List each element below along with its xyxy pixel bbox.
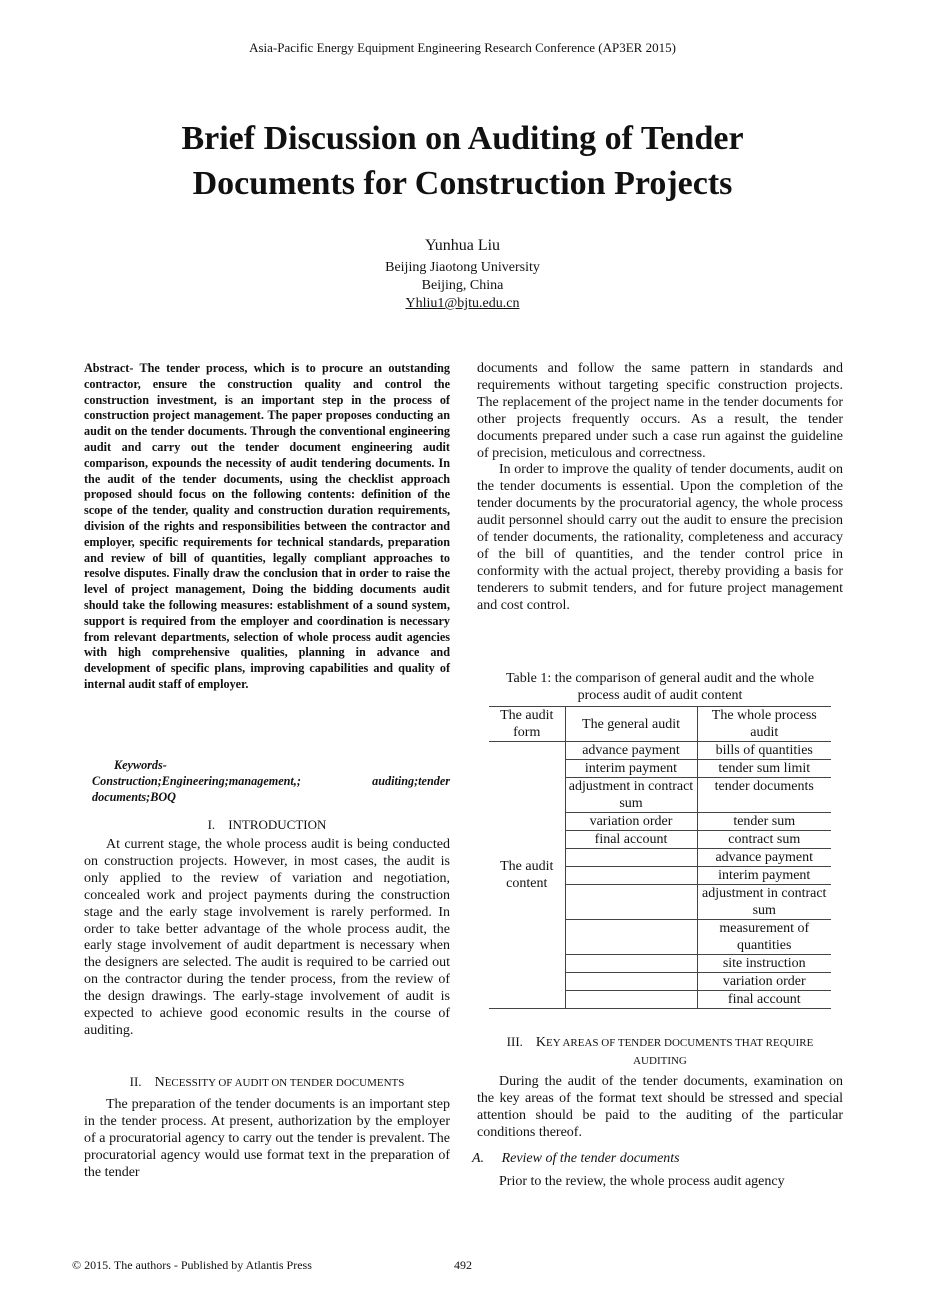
section-2-title-rest: ECESSITY OF AUDIT ON TENDER DOCUMENTS [164, 1077, 405, 1089]
table-cell: tender sum limit [697, 760, 831, 778]
table-cell: contract sum [697, 831, 831, 849]
table-cell: tender sum [697, 813, 831, 831]
table-cell: final account [697, 991, 831, 1009]
title-line-2: Documents for Construction Projects [192, 165, 733, 202]
copyright-footer: © 2015. The authors - Published by Atlantis Press [72, 1258, 312, 1272]
section-3-number: III. [506, 1034, 523, 1049]
section-2-number: II. [129, 1074, 142, 1089]
table-cell: bills of quantities [697, 742, 831, 760]
comparison-table [489, 706, 831, 1009]
review-paragraph: Prior to the review, the whole process audit agency [499, 1174, 785, 1189]
table-cell [565, 973, 697, 991]
author-email-link[interactable]: Yhliu1@bjtu.edu.cn [405, 296, 520, 311]
introduction-body [84, 837, 450, 1040]
keywords-label: Keywords- [114, 758, 167, 772]
section-3-title-line-2: AUDITING [633, 1055, 687, 1067]
author-location: Beijing, China [421, 278, 504, 293]
section-1-heading [84, 817, 450, 833]
title-line-1: Brief Discussion on Auditing of Tender [181, 120, 744, 157]
table-cell [565, 920, 697, 955]
section-3-heading [477, 1033, 843, 1070]
table-header-cell: The whole process audit [697, 707, 831, 742]
keywords [84, 758, 450, 805]
section-2-heading [84, 1074, 450, 1091]
necessity-body-left [84, 1097, 450, 1182]
section-1-title: INTRODUCTION [228, 817, 327, 832]
table-header-cell: The general audit [565, 707, 697, 742]
table-cell: adjustment in contract sum [697, 885, 831, 920]
table-cell: site instruction [697, 955, 831, 973]
key-areas-paragraph: During the audit of the tender documents, examination on the key areas of the format text should be stressed and special attention should be paid to the auditing of the particular conditions thereof. [477, 1074, 843, 1140]
table-cell [565, 991, 697, 1009]
section-1-number: I. [207, 817, 216, 832]
key-areas-body [477, 1074, 843, 1142]
table-cell: measurement of quantities [697, 920, 831, 955]
table-cell: variation order [697, 973, 831, 991]
page-number: 492 [454, 1258, 472, 1272]
table-cell: final account [565, 831, 697, 849]
keywords-text: Construction;Engineering;management,; auditing;tender documents;BOQ [92, 773, 450, 804]
table-cell: tender documents [697, 778, 831, 813]
necessity-paragraph-1-start: The preparation of the tender documents is an important step in the tender process. At present, authorization by the employer of a procuratorial agency to carry out the tender is prevalent. The procuratorial agency would use format text in the preparation of the tender [84, 1097, 450, 1180]
table-caption [477, 670, 843, 704]
table-cell: interim payment [697, 867, 831, 885]
subsection-a-number: A. [472, 1151, 485, 1166]
subsection-a-title: Review of the tender documents [501, 1151, 680, 1166]
table-cell [565, 867, 697, 885]
table-cell: advance payment [565, 742, 697, 760]
table-caption-line-1: Table 1: the comparison of general audit and the whole [505, 671, 815, 686]
section-3-heading-line-1 [477, 1033, 843, 1052]
table-row [489, 742, 831, 760]
paper-title [60, 116, 865, 206]
table-header-row [489, 707, 831, 742]
table-cell: adjustment in contract sum [565, 778, 697, 813]
table-cell [565, 885, 697, 920]
table-cell: advance payment [697, 849, 831, 867]
table-row-label: The audit content [489, 742, 565, 1009]
author-name: Yunhua Liu [424, 237, 501, 254]
table-cell [565, 955, 697, 973]
necessity-paragraph-1-end: documents and follow the same pattern in standards and requirements without targeting specific construction projects. The replacement of the project name in the tender documents for other projects frequently occurs. As a result, the tender documents prepared under such a case run against the guideline of precision, meticulous and correctness. [477, 361, 843, 461]
section-3-title-initial: K [535, 1035, 547, 1050]
author-university: Beijing Jiaotong University [385, 260, 540, 275]
necessity-paragraph-2: In order to improve the quality of tender documents, audit on the tender documents is essential. Upon the completion of the tender documents by the procuratorial agency, the whole process audit personnel should carry out the audit to ensure the precision of tender documents, the rationality, completeness and accuracy of the bill of quantities, and the tender control price in conformity with the actual project, thereby providing a basis for tenderers to submit tenders, and for future project management and cost control. [477, 462, 843, 613]
table-cell: variation order [565, 813, 697, 831]
subsection-a-heading [472, 1151, 680, 1167]
section-2-title-initial: N [154, 1075, 165, 1090]
conference-header: Asia-Pacific Energy Equipment Engineering Research Conference (AP3ER 2015) [249, 40, 676, 55]
intro-paragraph: At current stage, the whole process audit is being conducted on construction projects. However, in most cases, the audit is only applied to the review of variation and negotiation, concealed work and project payments during the construction stage and the early stage involvement is rarely performed. In order to take better advantage of the whole process audit, the early stage involvement of audit department is necessary when the designers are selected. The audit is required to be carried out on the contractor during the tender process, from the review of the design drawings. The early-stage involvement of audit is expected to achieve good economic results in the course of auditing. [84, 837, 450, 1038]
table-cell [565, 849, 697, 867]
table-cell: interim payment [565, 760, 697, 778]
necessity-body-right [477, 361, 843, 615]
abstract: Abstract- The tender process, which is to procure an outstanding contractor, ensure the construction quality and control the construction investment, is an important step in the process of construction project management. The paper proposes conducting an audit on the tender documents. Through the conventional engineering audit and carry out the tender document engineering audit comparison, expounds the necessity of audit tendering documents. In the audit of the tender documents, using the checklist approach proposed should focus on the following contents: definition of the scope of the tender, quality and construction duration requirements, division of the rights and responsibilities between the contractor and employer, specific requirements for technical standards, preparation and review of bill of quantities, legally compliant approaches to resolve disputes. Finally draw the conclusion that in order to raise the level of project management, Doing the bidding documents audit should take the following measures: establishment of a sound system, support is required from the employer and coordination is necessary from relevant departments, selection of whole process audit agencies with high comprehensive qualities, planning in advance and development of specific plans, improving capabilities and quality of internal audit staff of employer. [84, 361, 450, 691]
section-3-title-rest: EY AREAS OF TENDER DOCUMENTS THAT REQUIRE [546, 1037, 814, 1049]
review-body [477, 1174, 843, 1191]
table-header-cell: The audit form [489, 707, 565, 742]
table-caption-line-2: process audit of audit content [577, 688, 743, 703]
author-email-line [0, 296, 925, 312]
